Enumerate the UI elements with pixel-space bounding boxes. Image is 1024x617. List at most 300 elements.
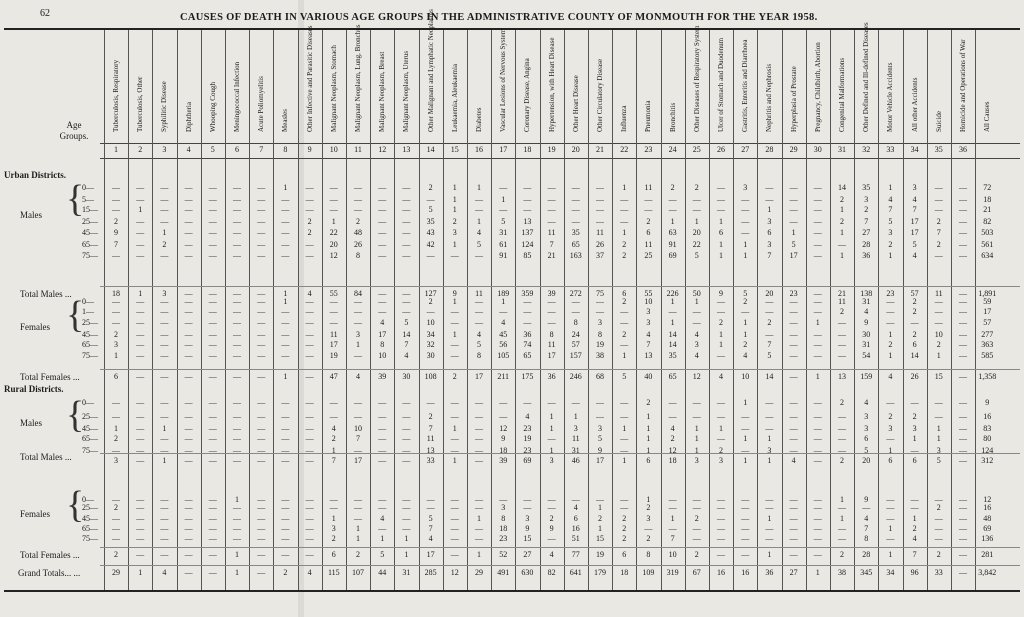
table-cell: — [741, 446, 750, 455]
column-header-label: Whooping Cough [208, 82, 217, 132]
table-cell: 157 [569, 351, 582, 360]
table-cell: 82 [983, 217, 992, 226]
table-cell: 246 [569, 372, 582, 381]
table-cell: — [208, 340, 217, 349]
table-cell: — [450, 446, 459, 455]
table-cell: 3 [767, 240, 772, 249]
table-cell: 179 [594, 568, 606, 577]
table-cell: — [620, 434, 629, 443]
table-cell: 51 [571, 534, 580, 543]
table-cell: 1 [162, 456, 167, 465]
table-cell: 2 [840, 217, 844, 226]
table-cell: — [789, 514, 798, 523]
table-cell: 105 [497, 351, 510, 360]
table-cell: 1 [719, 251, 723, 260]
table-cell: 21 [983, 205, 992, 214]
table-cell: — [692, 534, 701, 543]
table-cell: — [813, 195, 822, 204]
table-cell: — [208, 297, 217, 306]
table-cell: 96 [910, 568, 919, 577]
table-cell: — [305, 307, 314, 316]
table-cell: — [160, 434, 169, 443]
column-number: 17 [499, 145, 508, 154]
table-cell: — [208, 534, 217, 543]
column-header-label: Congenital Malformations [838, 57, 846, 132]
table-cell: — [184, 251, 193, 260]
column-number: 31 [838, 145, 846, 154]
table-cell: — [523, 307, 532, 316]
table-cell: 1 [888, 251, 893, 260]
table-cell: 40 [644, 372, 653, 381]
table-cell: 1 [694, 446, 699, 455]
table-cell: 2 [694, 183, 699, 192]
table-cell: 5 [477, 340, 481, 349]
table-cell: — [378, 297, 387, 306]
table-cell: — [596, 195, 604, 204]
table-cell: 1 [646, 495, 651, 504]
table-cell: — [789, 398, 798, 407]
table-cell: 7 [864, 524, 869, 533]
table-cell: — [329, 495, 338, 504]
column-header-7 [250, 36, 272, 140]
table-cell: — [765, 330, 774, 339]
table-cell: — [741, 217, 750, 226]
section-urban: Urban Districts. [4, 170, 66, 180]
column-header-6 [226, 36, 248, 140]
table-cell: 9 [719, 289, 723, 298]
table-cell: 77 [571, 550, 580, 559]
table-cell: — [208, 524, 217, 533]
column-header-label: Tuberculosis, Respiratory [112, 59, 120, 132]
table-cell: 26 [354, 240, 362, 249]
table-cell: 1 [767, 434, 772, 443]
table-cell: — [305, 424, 314, 433]
table-cell: 6 [912, 340, 917, 349]
age-group-label: 0— [82, 398, 94, 407]
brace-rural-males: { [66, 394, 85, 436]
table-cell: — [112, 495, 120, 504]
table-cell: 22 [692, 240, 701, 249]
table-cell: 1 [815, 372, 820, 381]
table-cell: — [499, 412, 508, 421]
table-cell: 2 [452, 217, 457, 226]
table-cell: — [717, 297, 725, 306]
column-number: 30 [813, 145, 822, 154]
table-cell: — [257, 307, 266, 316]
column-header-label: Malignant Neoplasm, Uterus [402, 50, 411, 132]
table-cell: — [257, 340, 266, 349]
column-number: 14 [426, 145, 435, 154]
table-cell: — [668, 307, 677, 316]
table-cell: 359 [521, 289, 534, 298]
table-cell: 4 [694, 330, 699, 339]
table-cell: 82 [547, 568, 556, 577]
table-cell: 9 [525, 524, 530, 533]
table-cell: 1 [452, 205, 457, 214]
table-cell: — [208, 550, 217, 559]
column-header-17 [492, 28, 514, 140]
table-cell: — [136, 503, 145, 512]
table-cell: — [160, 550, 169, 559]
total-row-rule [100, 547, 1020, 548]
brace-urban-males: { [66, 178, 85, 220]
table-cell: 1 [719, 340, 723, 349]
table-cell: — [571, 297, 580, 306]
table-cell: 1 [840, 205, 844, 214]
table-cell: — [402, 446, 411, 455]
table-cell: — [426, 503, 435, 512]
table-cell: — [378, 398, 387, 407]
table-cell: — [475, 503, 483, 512]
table-cell: 2 [598, 514, 602, 523]
column-header-label: Suicide [934, 111, 943, 132]
table-cell: 1 [404, 534, 409, 543]
table-cell: 1 [356, 524, 360, 533]
age-group-label: 45— [82, 514, 98, 523]
table-cell: — [281, 495, 290, 504]
table-cell: — [813, 398, 822, 407]
table-cell: 2 [452, 372, 457, 381]
table-cell: 2 [888, 340, 893, 349]
table-cell: 18 [499, 446, 508, 455]
column-header-label: Malignant Neoplasm, Breast [378, 51, 387, 132]
table-cell: 137 [521, 228, 534, 237]
table-cell: 55 [644, 289, 653, 298]
table-cell: — [934, 534, 943, 543]
table-cell: 1 [743, 434, 748, 443]
column-header-label: Malignant Neoplasm, Stomach [329, 45, 338, 132]
table-cell: — [741, 550, 750, 559]
table-cell: 3 [114, 340, 118, 349]
table-cell: 1 [452, 240, 457, 249]
table-cell: 11 [426, 434, 435, 443]
table-cell: 31 [862, 297, 871, 306]
table-cell: 57 [571, 340, 580, 349]
table-cell: — [184, 318, 193, 327]
table-cell: — [281, 307, 290, 316]
table-cell: 1 [670, 297, 675, 306]
table-cell: 18 [112, 289, 120, 298]
table-cell: 1 [888, 446, 893, 455]
table-cell: — [813, 330, 822, 339]
table-cell: 9 [501, 434, 506, 443]
table-cell: — [765, 183, 774, 192]
table-cell: — [184, 534, 193, 543]
table-cell: — [692, 398, 701, 407]
table-cell: 4 [646, 330, 651, 339]
table-cell: — [886, 307, 895, 316]
table-cell: — [789, 424, 798, 433]
table-cell: — [886, 514, 895, 523]
column-header-label: Pneumonia [644, 100, 653, 132]
table-cell: 91 [499, 251, 508, 260]
table-cell: — [257, 424, 266, 433]
table-cell: — [305, 183, 314, 192]
table-cell: — [257, 534, 266, 543]
table-cell: 19 [596, 340, 604, 349]
column-header-label: Hypertension, with Heart Disease [547, 37, 556, 132]
table-cell: — [789, 340, 798, 349]
table-cell: — [160, 398, 169, 407]
table-cell: 14 [910, 351, 919, 360]
table-cell: 5 [598, 434, 602, 443]
column-header-24 [662, 36, 684, 140]
table-cell: — [136, 340, 145, 349]
table-cell: — [112, 534, 120, 543]
table-cell: — [378, 434, 387, 443]
table-cell: 8 [864, 534, 869, 543]
table-cell: 1 [501, 195, 506, 204]
table-cell: — [402, 524, 411, 533]
table-cell: 1 [743, 251, 748, 260]
table-cell: — [838, 524, 846, 533]
table-cell: — [571, 398, 580, 407]
column-header-label: Measles [281, 109, 290, 132]
table-cell: 4 [573, 503, 578, 512]
table-cell: — [136, 446, 145, 455]
table-cell: — [838, 446, 846, 455]
table-cell: — [596, 495, 604, 504]
table-cell: 1 [235, 495, 239, 504]
table-cell: 48 [354, 228, 362, 237]
age-group-label: 25— [82, 217, 98, 226]
table-cell: 12 [499, 424, 508, 433]
table-cell: — [402, 240, 411, 249]
table-cell: 272 [569, 289, 582, 298]
table-cell: — [499, 205, 508, 214]
table-cell: 1 [235, 550, 239, 559]
table-cell: — [233, 289, 241, 298]
table-cell: — [571, 195, 580, 204]
table-cell: — [523, 398, 532, 407]
column-header-33 [879, 36, 901, 140]
column-header-all-causes [976, 36, 998, 140]
table-cell: — [692, 495, 701, 504]
table-cell: 1 [622, 424, 627, 433]
table-cell: 9 [864, 318, 869, 327]
table-cell: — [692, 205, 701, 214]
table-cell: — [523, 183, 532, 192]
table-cell: — [208, 183, 217, 192]
table-cell: — [717, 195, 725, 204]
table-cell: 52 [499, 550, 508, 559]
table-cell: 7 [888, 205, 893, 214]
table-cell: — [305, 412, 314, 421]
table-cell: — [934, 398, 943, 407]
table-cell: 3 [767, 446, 772, 455]
table-cell: — [354, 503, 362, 512]
table-cell: 11 [838, 297, 846, 306]
table-cell: 1 [622, 228, 627, 237]
table-cell: 4 [694, 351, 699, 360]
table-cell: — [450, 307, 459, 316]
column-number: 5 [210, 145, 215, 154]
table-cell: 159 [860, 372, 873, 381]
table-cell: 33 [426, 456, 435, 465]
table-cell: 189 [497, 289, 510, 298]
table-cell: — [257, 412, 266, 421]
table-cell: — [765, 503, 774, 512]
table-cell: — [596, 217, 604, 226]
table-cell: — [208, 503, 217, 512]
table-cell: — [934, 183, 943, 192]
table-cell: — [402, 289, 411, 298]
table-cell: — [596, 205, 604, 214]
table-cell: — [112, 195, 120, 204]
table-cell: — [112, 412, 120, 421]
table-cell: 124 [981, 446, 994, 455]
table-cell: 16 [983, 412, 992, 421]
table-cell: 3 [356, 330, 360, 339]
table-cell: — [208, 412, 217, 421]
table-cell: — [281, 318, 290, 327]
column-number: 27 [741, 145, 750, 154]
table-cell: — [886, 495, 895, 504]
table-cell: — [305, 456, 314, 465]
table-cell: 3 [864, 412, 869, 421]
table-cell: 7 [912, 205, 917, 214]
table-cell: — [184, 446, 193, 455]
table-cell: — [402, 456, 411, 465]
table-cell: 2 [646, 534, 651, 543]
table-cell: 31 [402, 568, 411, 577]
table-cell: 4 [670, 424, 675, 433]
table-cell: 2 [936, 503, 941, 512]
table-cell: 1 [549, 446, 554, 455]
table-cell: 1 [598, 503, 602, 512]
table-cell: 1 [694, 434, 699, 443]
table-cell: 47 [329, 372, 338, 381]
table-cell: 1 [888, 330, 893, 339]
table-cell: 3 [694, 456, 699, 465]
table-cell: — [281, 456, 290, 465]
table-cell: — [305, 351, 314, 360]
age-group-label: 65— [82, 434, 98, 443]
table-cell: — [620, 495, 629, 504]
table-cell: — [934, 318, 943, 327]
table-cell: 7 [670, 534, 675, 543]
table-cell: — [354, 412, 362, 421]
table-cell: 2 [307, 217, 312, 226]
column-number: 19 [547, 145, 556, 154]
table-cell: 65 [571, 240, 580, 249]
table-cell: 17 [596, 456, 604, 465]
table-cell: — [305, 195, 314, 204]
table-cell: 72 [983, 183, 992, 192]
table-cell: — [450, 514, 459, 523]
column-header-label: Meningococcal Infection [233, 61, 241, 132]
table-cell: — [184, 372, 193, 381]
table-cell: 3 [694, 340, 699, 349]
table-cell: 13 [523, 217, 532, 226]
table-cell: 56 [499, 340, 508, 349]
table-cell: — [257, 195, 266, 204]
table-cell: 30 [402, 372, 411, 381]
table-cell: 6 [573, 514, 578, 523]
table-cell: 1 [646, 446, 651, 455]
table-cell: 48 [983, 514, 992, 523]
table-cell: 1 [767, 550, 772, 559]
table-cell: 3 [598, 318, 602, 327]
table-cell: 36 [547, 372, 556, 381]
table-cell: — [813, 217, 822, 226]
table-cell: 54 [862, 351, 871, 360]
table-cell: — [329, 503, 338, 512]
table-cell: 11 [547, 228, 556, 237]
table-cell: 28 [862, 550, 871, 559]
column-header-11 [347, 24, 369, 140]
table-cell: — [934, 514, 943, 523]
table-cell: — [838, 330, 846, 339]
column-number: 35 [934, 145, 943, 154]
table-cell: 2 [622, 330, 627, 339]
table-cell: 10 [668, 550, 677, 559]
table-cell: 6 [767, 228, 772, 237]
table-cell: — [305, 503, 314, 512]
table-cell: 1 [114, 351, 118, 360]
table-cell: 3 [331, 524, 336, 533]
table-cell: 2 [840, 456, 844, 465]
table-cell: — [354, 318, 362, 327]
table-cell: — [959, 434, 967, 443]
table-cell: 561 [981, 240, 994, 249]
table-cell: — [354, 495, 362, 504]
table-cell: — [862, 503, 871, 512]
table-cell: 7 [428, 524, 433, 533]
table-cell: — [813, 514, 822, 523]
table-cell: 19 [329, 351, 338, 360]
table-cell: — [136, 183, 145, 192]
table-cell: 2 [428, 297, 433, 306]
table-cell: — [813, 205, 822, 214]
group-rural-females: Females [20, 509, 50, 519]
table-cell: — [257, 318, 266, 327]
table-cell: 22 [329, 228, 338, 237]
table-cell: — [233, 228, 241, 237]
table-cell: — [402, 297, 411, 306]
header-rule [100, 143, 1020, 144]
table-cell: 17 [329, 340, 338, 349]
table-cell: — [475, 495, 483, 504]
table-cell: 17 [426, 550, 435, 559]
column-number: 13 [402, 145, 411, 154]
column-header-22 [613, 36, 635, 140]
table-cell: — [160, 503, 169, 512]
table-cell: — [692, 195, 701, 204]
age-group-label: 75— [82, 251, 98, 260]
table-cell: — [233, 297, 241, 306]
table-cell: 20 [692, 228, 701, 237]
table-cell: 10 [426, 318, 435, 327]
table-cell: 345 [860, 568, 873, 577]
table-cell: 28 [862, 240, 871, 249]
table-cell: — [281, 412, 290, 421]
table-cell: — [402, 205, 411, 214]
table-cell: — [838, 240, 846, 249]
column-header-9 [299, 25, 321, 140]
table-cell: — [402, 434, 411, 443]
column-number: 16 [475, 145, 483, 154]
table-cell: — [257, 398, 266, 407]
table-cell: 2 [912, 307, 917, 316]
table-cell: — [426, 195, 435, 204]
column-header-label: Other Heart Disease [571, 75, 580, 132]
table-cell: — [717, 514, 725, 523]
column-header-29 [783, 36, 805, 140]
table-cell: 3 [743, 183, 748, 192]
table-cell: — [717, 495, 725, 504]
table-cell: — [717, 503, 725, 512]
